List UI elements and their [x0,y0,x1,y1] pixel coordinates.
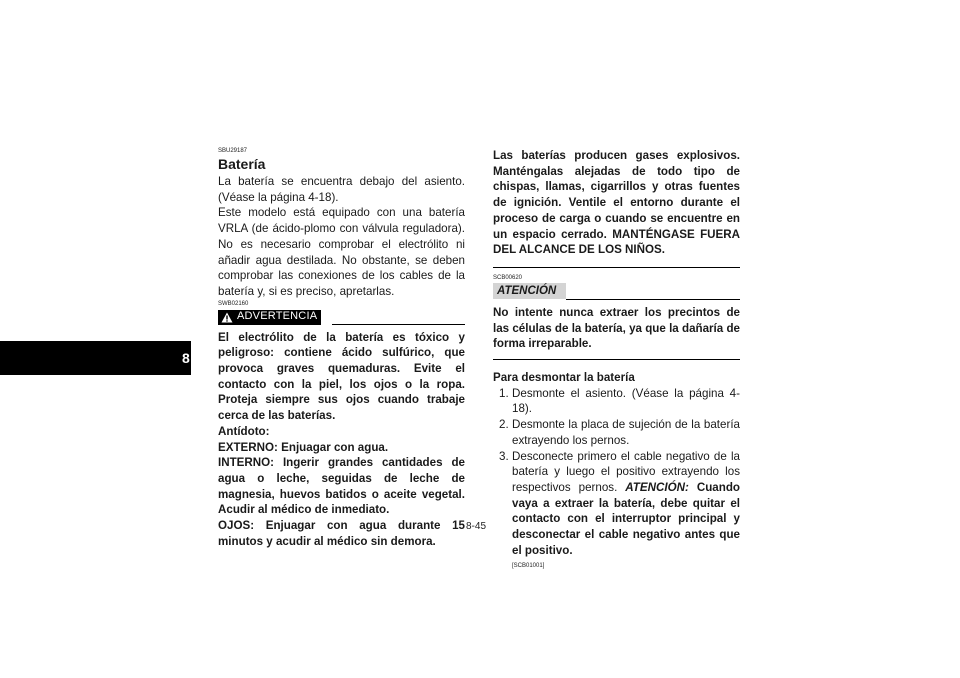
chapter-tab [0,341,191,375]
caution-bottom-rule [493,359,740,360]
removal-title: Para desmontar la batería [493,371,635,385]
warning-header [218,310,465,326]
caution-code: SCB00620 [493,274,523,281]
caution-text: No intente nunca extraer los precintos de las células de la batería, ya que la dañaría de forma irreparable. [493,305,740,351]
step-number: 2. [499,418,509,432]
antidote-title: Antídoto: [218,424,270,438]
list-item [493,417,740,448]
section-code: SBU29187 [218,148,248,154]
caution-badge: ATENCIÓN [493,283,566,299]
step-attention-label: ATENCIÓN: [625,480,689,494]
warning-triangle-icon [221,312,233,323]
warning-label: ADVERTENCIA [237,310,318,323]
caution-rule [566,299,740,300]
list-item [493,449,740,571]
section-title: Batería [218,156,266,172]
warning-code: SWB02160 [218,300,249,307]
step-number: 1. [499,386,509,400]
warning-badge [218,310,321,325]
warning-text: El electrólito de la batería es tóxico y peligroso: contiene ácido sulfúrico, que provoca graves quemaduras. Evite el contacto con la piel, los ojos o la ropa. Proteja siempre sus ojos cuando trabaje cerca de las baterías. [218,330,465,423]
chapter-number: 8 [182,350,190,366]
antidote-internal: INTERNO: Ingerir grandes cantidades de agua o leche, seguidas de leche de magnesia, huevos batidos o aceite vegetal. Acudir al médico de inmediato. [218,456,465,517]
left-column [218,147,465,549]
explosive-gas-warning: Las baterías producen gases explosivos. Manténgalas alejadas de todo tipo de chispas, llamas, cigarrillos y otras fuentes de ignición. Ventile el entorno durante el proceso de carga o cuando se encuentre en un espacio cerrado. MANTÉNGASE FUERA DEL ALCANCE DE LOS NIÑOS. [493,149,740,257]
antidote-external: EXTERNO: Enjuagar con agua. [218,440,389,454]
removal-steps [493,386,740,571]
step-text: Desmonte la placa de sujeción de la batería extrayendo los pernos. [512,418,740,447]
step-attention-text: Cuando vaya a extraer la batería, debe quitar el contacto con el interruptor principal y desconectar el cable negativo antes que el positivo. [512,480,740,557]
caution-top-rule [493,267,740,268]
step-text: Desmonte el asiento. (Véase la página 4-18). [512,386,740,416]
step-code: [SCB01001] [512,563,545,570]
warning-rule [332,324,465,325]
page-number: 8-45 [466,521,487,532]
step-number: 3. [499,449,509,463]
battery-location-text: La batería se encuentra debajo del asiento. (Véase la página 4-18). [218,175,465,204]
caution-header [493,283,740,301]
battery-vrla-text: Este modelo está equipado con una batería VRLA (de ácido-plomo con válvula reguladora). No es necesario comprobar el electrólito ni añadir agua destilada. No obstante, se deben comprobar las conexiones de los cables de la batería y, si es preciso, apretarlas. [218,206,465,298]
right-column [493,148,740,570]
step-text: Desconecte primero el cable negativo de la batería y luego el positivo extrayendo los respectivos pernos. [512,449,740,494]
list-item [493,386,740,417]
antidote-eyes: OJOS: Enjuagar con agua durante 15 minutos y acudir al médico sin demora. [218,519,465,548]
